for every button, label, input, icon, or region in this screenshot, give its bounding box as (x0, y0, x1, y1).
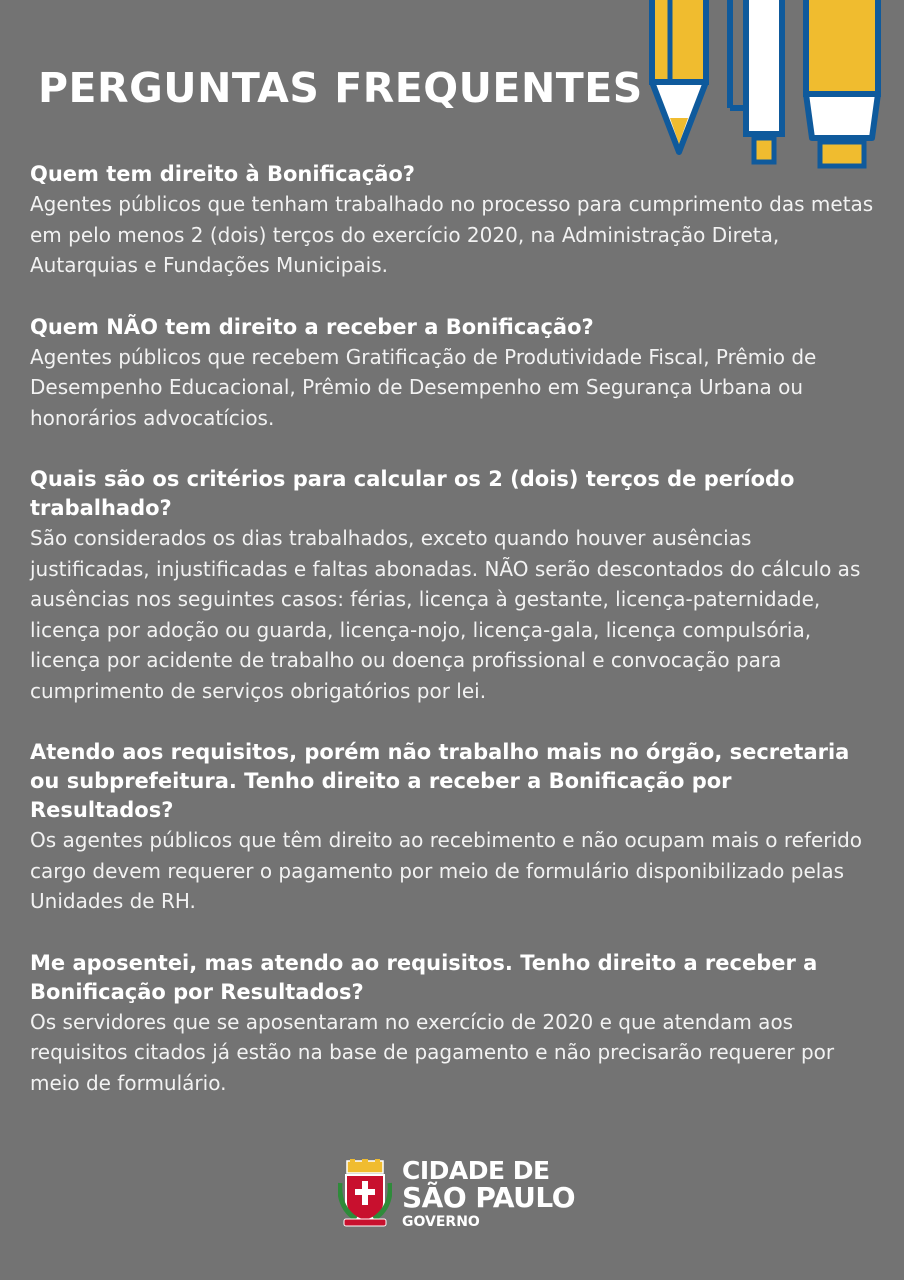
logo-line-1: CIDADE DE (402, 1156, 550, 1185)
faq-answer: São considerados os dias trabalhados, exceto quando houver ausências justificadas, injustificadas e faltas abonadas. NÃO serão descontados do cálculo as ausências nos seguintes casos: férias, licença à gestante, licença-paternidade, licença por adoção ou guarda, licença-nojo, licença-gala, licença compulsória, licença por acidente de trabalho ou doença profissional e convocação para cumprimento de serviços obrigatórios por lei. (30, 526, 861, 703)
faq-answer: Os servidores que se aposentaram no exercício de 2020 e que atendam aos requisitos citados já estão na base de pagamento e não precisarão requerer por meio de formulário. (30, 1009, 835, 1095)
logo-line-3: GOVERNO (402, 1214, 480, 1230)
faq-question: Quem NÃO tem direito a receber a Bonificação? (30, 314, 594, 339)
page-title: PERGUNTAS FREQUENTES (38, 64, 643, 112)
logo-wordmark (402, 1158, 575, 1229)
faq-item (30, 465, 876, 706)
faq-question: Quais são os critérios para calcular os 2 (dois) terços de período trabalhado? (30, 467, 795, 520)
faq-item (30, 160, 876, 281)
faq-item (30, 738, 876, 917)
city-logo (338, 1158, 575, 1229)
pencils-icon (640, 0, 904, 172)
faq-answer: Os agentes públicos que têm direito ao recebimento e não ocupam mais o referido cargo devem requerer o pagamento por meio de formulário disponibilizado pelas Unidades de RH. (30, 828, 863, 913)
faq-question: Atendo aos requisitos, porém não trabalho mais no órgão, secretaria ou subprefeitura. Tenho direito a receber a Bonificação por Resultados? (30, 740, 850, 822)
faq-answer: Agentes públicos que tenham trabalhado no processo para cumprimento das metas em pelo menos 2 (dois) terços do exercício 2020, na Administração Direta, Autarquias e Fundações Municipais. (30, 192, 874, 277)
faq-item (30, 949, 876, 1099)
faq-question: Me aposentei, mas atendo ao requisitos. Tenho direito a receber a Bonificação por Resultados? (30, 950, 818, 1004)
faq-item (30, 313, 876, 434)
faq-answer: Agentes públicos que recebem Gratificação de Produtividade Fiscal, Prêmio de Desempenho Educacional, Prêmio de Desempenho em Segurança Urbana ou honorários advocatícios. (30, 344, 817, 430)
faq-question: Quem tem direito à Bonificação? (30, 162, 415, 186)
logo-line-2: SÃO PAULO (402, 1181, 576, 1214)
city-coat-of-arms-icon (338, 1159, 392, 1229)
faq-list (30, 160, 876, 1130)
